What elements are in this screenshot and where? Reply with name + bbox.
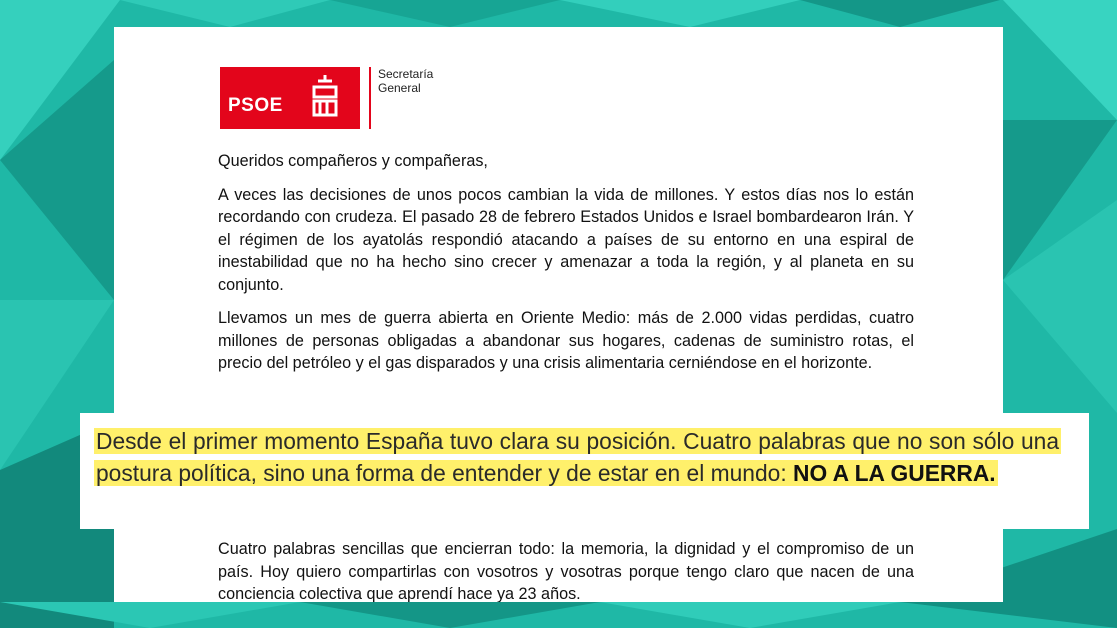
logo-badge bbox=[220, 67, 360, 129]
greeting: Queridos compañeros y compañeras, bbox=[218, 152, 488, 170]
highlight-emphasis: NO A LA GUERRA. bbox=[793, 460, 996, 486]
psoe-logo bbox=[220, 67, 460, 131]
letter-body bbox=[218, 150, 914, 386]
logo-caption bbox=[378, 67, 433, 95]
paragraph-4-partial bbox=[218, 538, 914, 602]
paragraph-2: Llevamos un mes de guerra abierta en Oriente Medio: más de 2.000 vidas perdidas, cuatro millones de personas obligadas a abandonar sus hogares, cadenas de suministro rotas, el precio del petróleo y el gas disparados y una crisis alimentaria cerniéndose en el horizonte. bbox=[218, 309, 914, 372]
highlight-callout bbox=[80, 413, 1089, 529]
highlighted-quote bbox=[94, 428, 1061, 486]
logo-caption-line2: General bbox=[378, 81, 421, 95]
paragraph-1: A veces las decisiones de unos pocos cambian la vida de millones. Y estos días nos lo están recordando con crudeza. El pasado 28 de febrero Estados Unidos e Israel bombardearon Irán. Y el régimen de los ayatolás respondió atacando a países de su entorno en una espiral de inestabilidad que no ha hecho sino crecer y amenazar a toda la región, y al planeta en su conjunto. bbox=[218, 185, 914, 294]
paragraph-4: Cuatro palabras sencillas que encierran todo: la memoria, la dignidad y el compromiso de un país. Hoy quiero compartirlas con vosotros y vosotras porque tengo claro que nacen de una conciencia colectiva que aprendí hace ya 23 años. bbox=[218, 540, 914, 602]
rose-fist-icon bbox=[300, 73, 350, 123]
logo-brand-text: PSOE bbox=[228, 95, 283, 116]
highlight-text: Desde el primer momento España tuvo clara su posición. Cuatro palabras que no son sólo una postura política, sino una forma de entender y de estar en el mundo: bbox=[96, 428, 1059, 486]
highlight-text-block bbox=[94, 425, 1061, 489]
logo-divider bbox=[369, 67, 371, 129]
logo-caption-line1: Secretaría bbox=[378, 67, 434, 81]
